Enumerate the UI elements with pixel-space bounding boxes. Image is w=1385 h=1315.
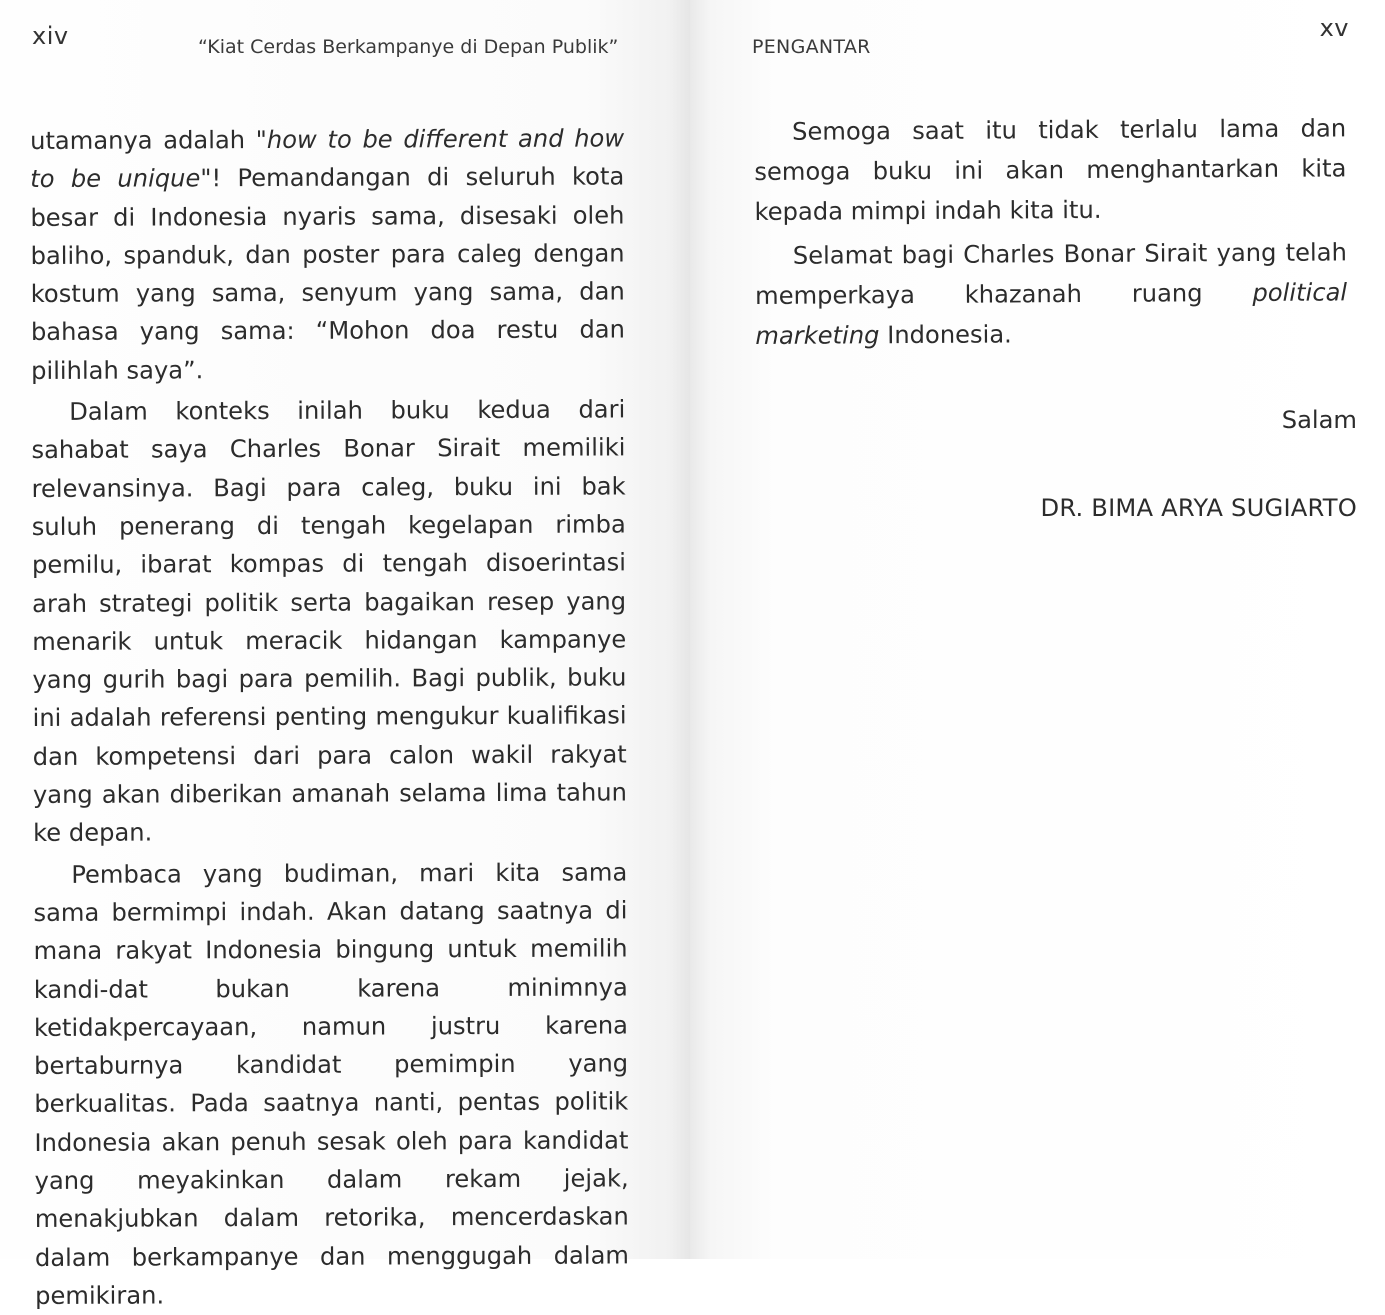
right-page [690, 0, 1385, 1259]
author-signature: DR. BIMA ARYA SUGIARTO [1040, 494, 1357, 522]
running-head-right: PENGANTAR [752, 36, 871, 58]
paragraph-5-rest: Indonesia. [879, 320, 1012, 350]
paragraph-1 [30, 119, 625, 390]
page-number-right: xv [1319, 14, 1349, 42]
paragraph-5-lead: Selamat bagi Charles Bonar Sirait yang telah memperkaya khazanah ruang [755, 238, 1347, 310]
paragraph-3: Pembaca yang budiman, mari kita sama sama bermimpi indah. Akan datang saatnya di mana rakyat Indonesia bingung untuk memilih kandi-dat bukan karena minimnya ketidakpercayaan, namun justru karena bertaburnya kandidat pemimpin yang berkualitas. Pada saatnya nanti, pentas politik Indonesia akan penuh sesak oleh para kandidat yang meyakinkan dalam rekam jejak, menakjubkan dalam retorika, mencerdaskan dalam berkampanye dan menggugah dalam pemikiran. [33, 858, 630, 1310]
paragraph-1-lead: utamanya adalah [30, 126, 256, 155]
paragraph-2: Dalam konteks inilah buku kedua dari sahabat saya Charles Bonar Sirait memiliki relevansinya. Bagi para caleg, buku ini bak suluh penerang di tengah kegelapan rimba pemilu, ibarat kompas di tengah disoerintasi arah strategi politik serta bagaikan resep yang menarik untuk meracik hidangan kampanye yang gurih bagi para pemilih. Bagi publik, buku ini adalah referensi penting mengukur kualifikasi dan kompetensi dari para calon wakil rakyat yang akan diberikan amanah selama lima tahun ke depan. [31, 395, 627, 848]
right-page-body [754, 108, 1347, 356]
paragraph-4: Semoga saat itu tidak terlalu lama dan semoga buku ini akan menghantarkan kita kepada mimpi indah kita itu. [754, 114, 1347, 226]
left-page-body [30, 119, 629, 1315]
paragraph-5-italic-term: political marketing [755, 278, 1348, 350]
closing-salutation: Salam [1281, 406, 1357, 434]
page-number-left: xiv [32, 22, 69, 50]
left-page [0, 0, 690, 1310]
paragraph-1-rest: "! Pemandangan di seluruh kota besar di Indonesia nyaris sama, disesaki oleh baliho, spanduk, dan poster para caleg dengan kostum yang sama, senyum yang sama, dan bahasa yang sama: “Mohon doa restu dan pilihlah saya”. [30, 162, 625, 385]
running-head-left: “Kiat Cerdas Berkampanye di Depan Publik” [198, 36, 619, 58]
paragraph-1-italic-quote: "how to be different and how to be unique [30, 124, 625, 194]
paragraph-5 [755, 232, 1348, 356]
